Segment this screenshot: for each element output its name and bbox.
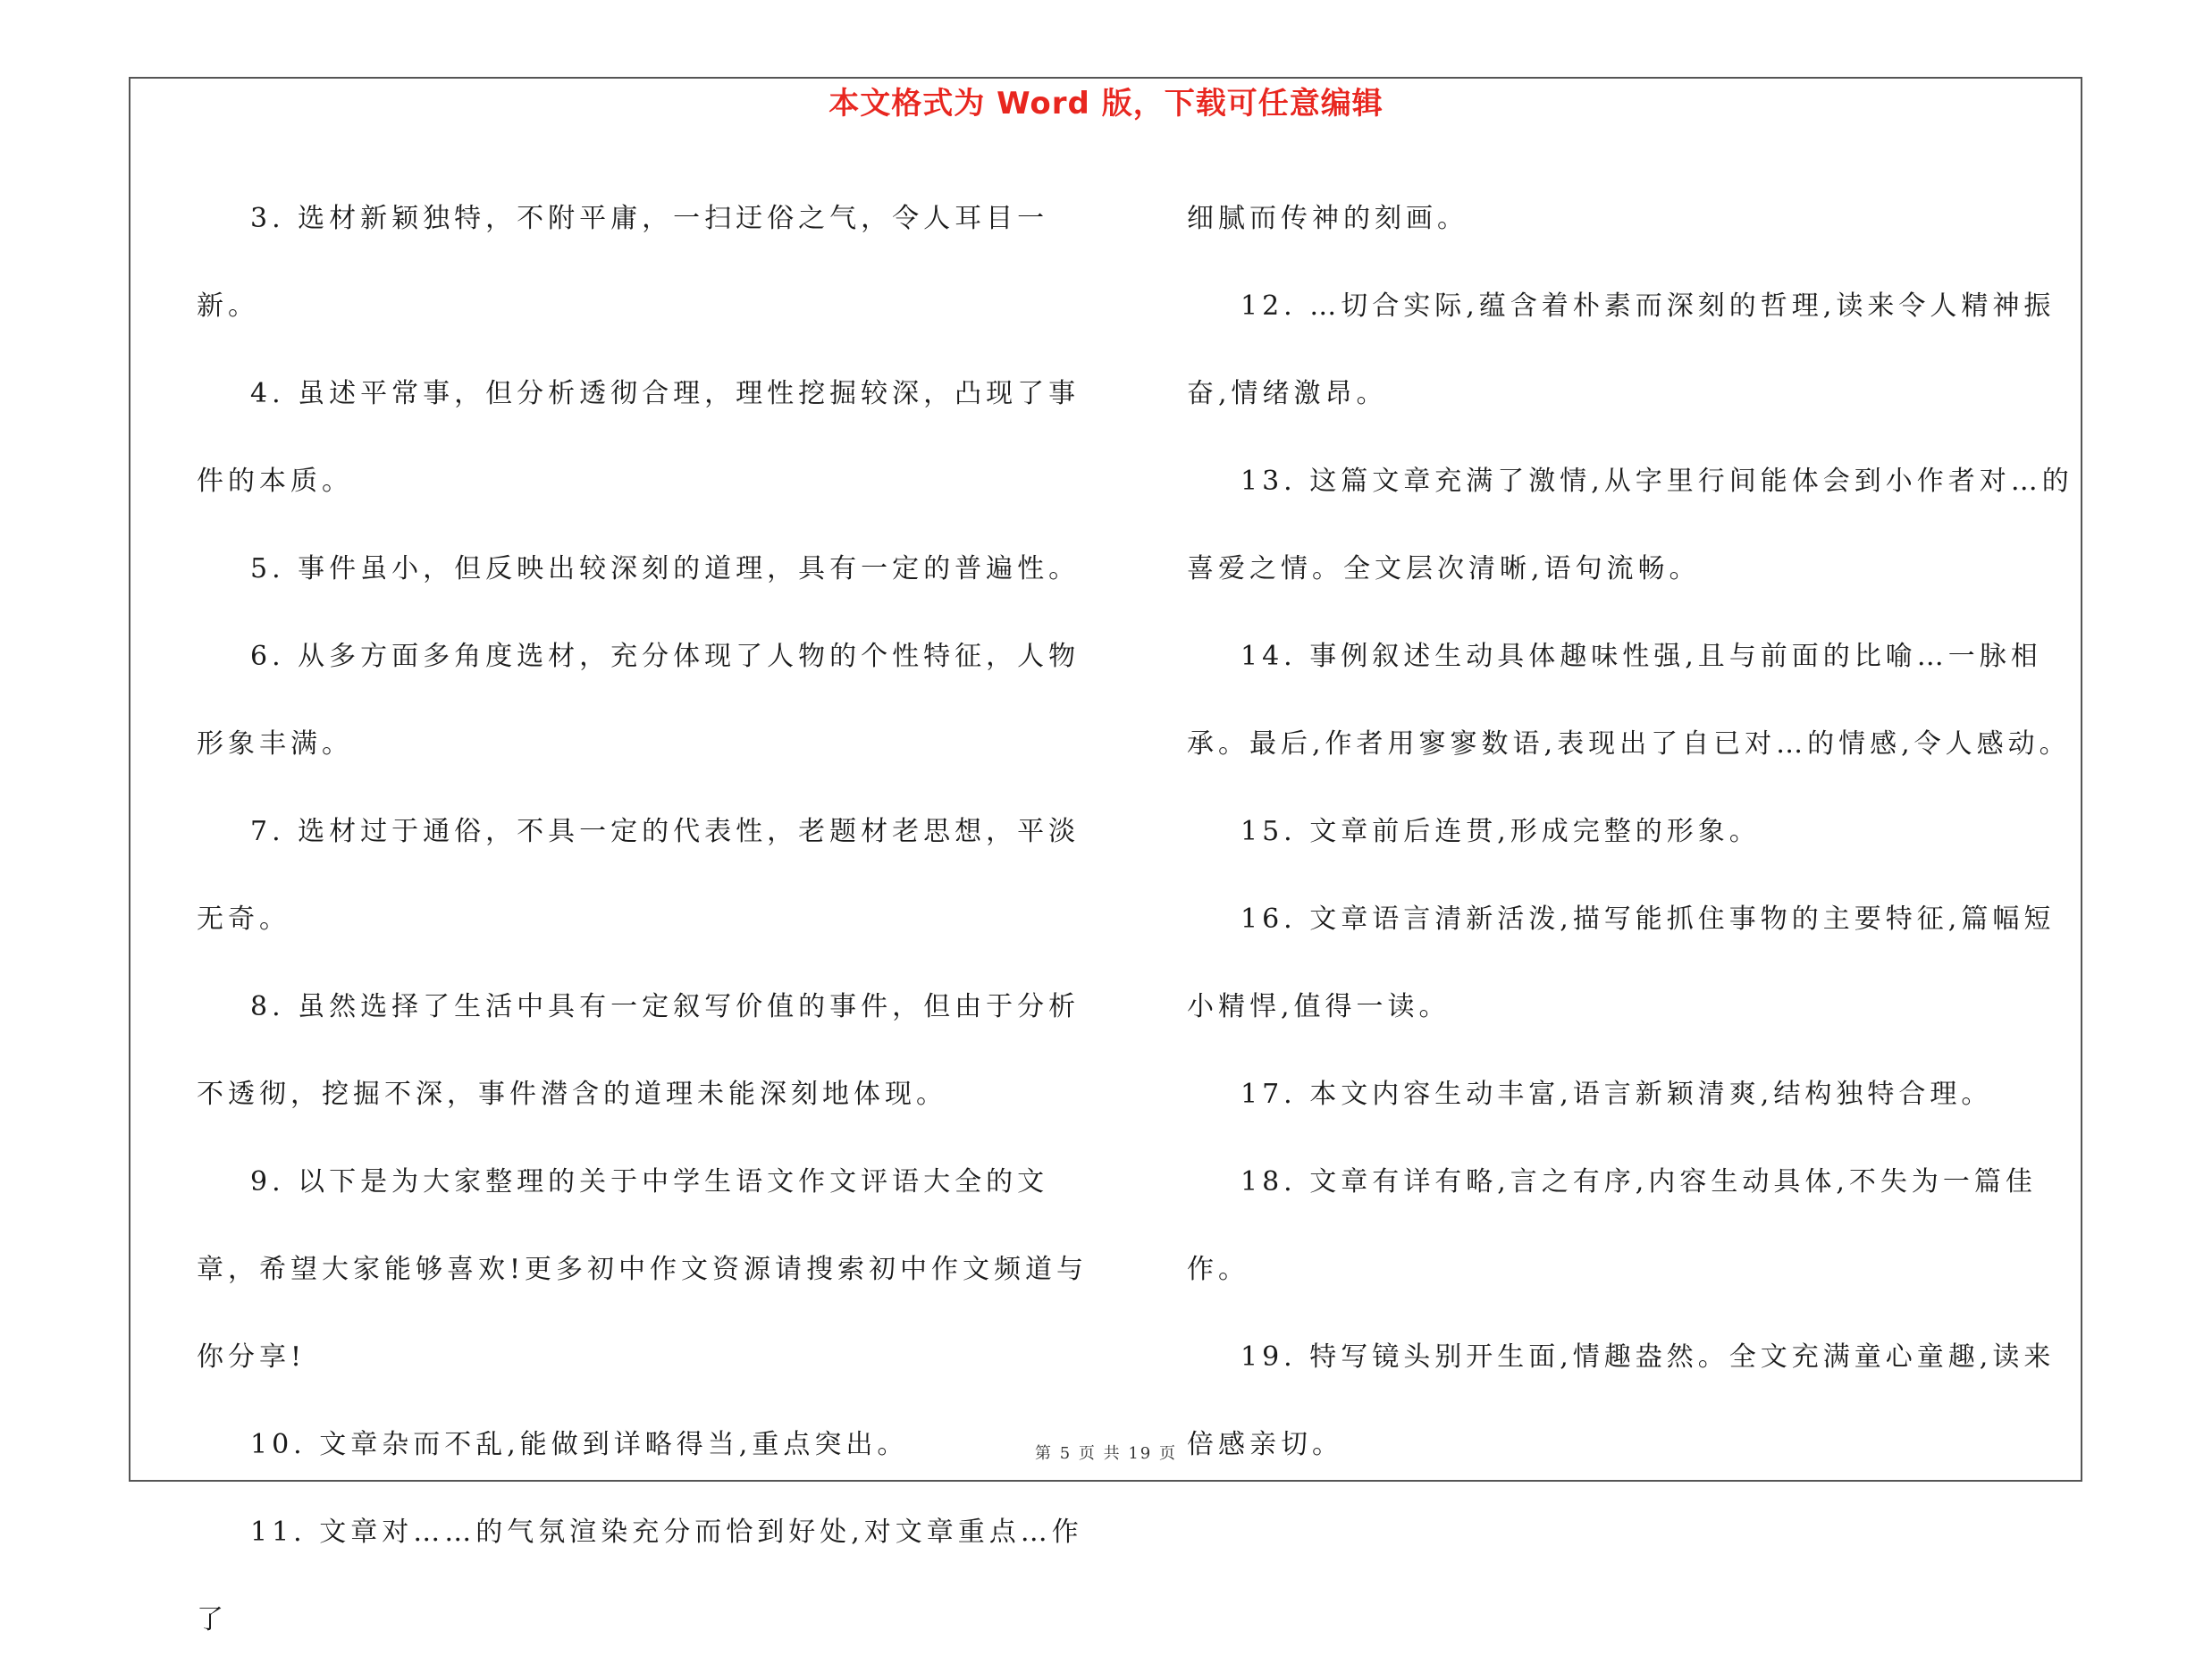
paragraph-3: 3. 选材新颖独特，不附平庸，一扫迂俗之气，令人耳目一新。 — [197, 203, 1049, 322]
paragraph-11-continuation: 细腻而传神的刻画。 — [1187, 203, 1468, 234]
paragraph-13: 13. 这篇文章充满了激情,从字里行间能体会到小作者对…的喜爱之情。全文层次清晰,语句流畅。 — [1187, 466, 2073, 584]
page-number-footer: 第 5 页 共 19 页 — [1035, 1444, 1177, 1463]
paragraph-12: 12. …切合实际,蕴含着朴素而深刻的哲理,读来令人精神振奋,情绪激昂。 — [1187, 290, 2056, 409]
paragraph-10: 10. 文章杂而不乱,能做到详略得当,重点突出。 — [250, 1429, 909, 1460]
paragraph-19: 19. 特写镜头别开生面,情趣盎然。全文充满童心童趣,读来倍感亲切。 — [1187, 1341, 2056, 1460]
paragraph-7: 7. 选材过于通俗，不具一定的代表性，老题材老思想，平淡无奇。 — [197, 816, 1081, 935]
right-column — [1187, 175, 2081, 1489]
paragraph-18: 18. 文章有详有略,言之有序,内容生动具体,不失为一篇佳作。 — [1187, 1166, 2037, 1285]
paragraph-15: 15. 文章前后连贯,形成完整的形象。 — [1241, 816, 1761, 847]
paragraph-14: 14. 事例叙述生动具体趣味性强,且与前面的比喻…一脉相承。最后,作者用寥寥数语,表现出了自已对…的情感,令人感动。 — [1187, 641, 2071, 760]
paragraph-9: 9. 以下是为大家整理的关于中学生语文作文评语大全的文章，希望大家能够喜欢!更多初中作文资源请搜索初中作文频道与你分享! — [197, 1166, 1089, 1373]
paragraph-6: 6. 从多方面多角度选材，充分体现了人物的个性特征，人物形象丰满。 — [197, 641, 1081, 760]
paragraph-17: 17. 本文内容生动丰富,语言新颖清爽,结构独特合理。 — [1241, 1079, 1993, 1110]
paragraph-8: 8. 虽然选择了生活中具有一定叙写价值的事件，但由于分析不透彻，挖掘不深，事件潜含的道理未能深刻地体现。 — [197, 991, 1081, 1110]
paragraph-5: 5. 事件虽小，但反映出较深刻的道理，具有一定的普遍性。 — [250, 553, 1081, 584]
paragraph-11: 11. 文章对……的气氛渲染充分而恰到好处,对文章重点…作了 — [197, 1517, 1083, 1635]
paragraph-16: 16. 文章语言清新活泼,描写能抓住事物的主要特征,篇幅短小精悍,值得一读。 — [1187, 903, 2056, 1022]
format-banner: 本文格式为 Word 版，下载可任意编辑 — [828, 86, 1384, 122]
paragraph-4: 4. 虽述平常事，但分析透彻合理，理性挖掘较深，凸现了事件的本质。 — [197, 378, 1081, 497]
